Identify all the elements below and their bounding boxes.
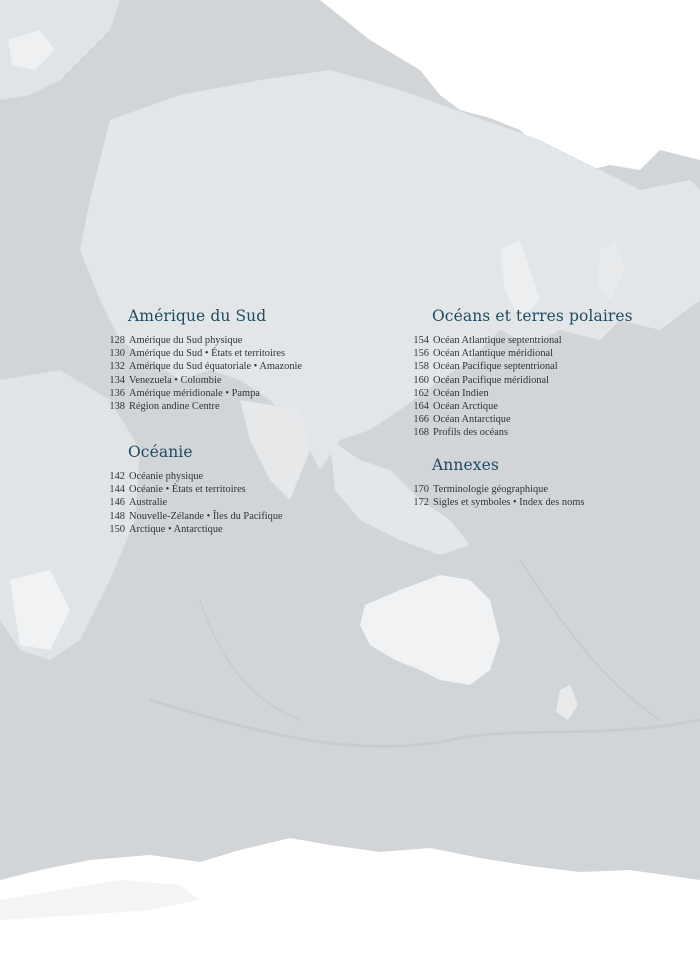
page-number: 132	[109, 361, 125, 373]
page-number: 168	[413, 427, 429, 439]
entry-label: Amérique du Sud physique	[129, 335, 243, 346]
entry-label: Océan Atlantique méridional	[433, 348, 554, 360]
entry-label: Région andine Centre	[129, 401, 220, 413]
entry-label: Amérique du Sud équatoriale • Amazonie	[129, 361, 303, 373]
entry-label: Venezuela • Colombie	[129, 374, 222, 386]
section-amerique-du-sud	[104, 307, 302, 413]
toc-entry[interactable]	[104, 347, 302, 360]
section-annexes	[408, 456, 584, 509]
entry-label: Océanie physique	[129, 471, 204, 482]
section-title: Amérique du Sud	[128, 307, 267, 325]
entry-label: Nouvelle-Zélande • Îles du Pacifique	[129, 510, 283, 522]
page-number: 164	[413, 401, 429, 413]
page-number: 170	[413, 484, 429, 495]
entry-label: Terminologie géographique	[433, 484, 548, 495]
section-oceanie	[104, 443, 283, 536]
toc-entry[interactable]	[104, 523, 283, 536]
toc-entry[interactable]	[408, 387, 633, 400]
page-number: 156	[413, 348, 429, 360]
toc-entry[interactable]	[104, 483, 283, 496]
toc-entry[interactable]	[408, 374, 633, 387]
page-number: 138	[109, 401, 125, 413]
entry-label: Amérique méridionale • Pampa	[129, 387, 260, 399]
page-number: 130	[109, 348, 125, 360]
toc-entry[interactable]	[408, 400, 633, 413]
entry-label: Océan Pacifique septentrional	[433, 361, 558, 373]
page-number: 148	[109, 510, 125, 522]
toc-entry[interactable]	[408, 334, 633, 347]
page-number: 134	[109, 374, 125, 386]
toc-entry[interactable]	[408, 483, 584, 496]
page-number: 142	[109, 471, 125, 482]
toc-entry[interactable]	[104, 400, 302, 413]
entry-label: Arctique • Antarctique	[129, 523, 223, 535]
entry-label: Océan Pacifique méridional	[433, 374, 549, 386]
entry-label: Océan Arctique	[433, 401, 498, 413]
entry-label: Océan Antarctique	[433, 414, 511, 426]
section-title: Annexes	[432, 456, 499, 474]
toc-entry[interactable]	[408, 360, 633, 373]
page-number: 158	[413, 361, 429, 373]
toc-entry[interactable]	[104, 334, 302, 347]
section-title: Océanie	[128, 443, 193, 461]
toc-entry[interactable]	[104, 510, 283, 523]
section-title: Océans et terres polaires	[432, 307, 633, 325]
toc-entry[interactable]	[104, 470, 283, 483]
entry-label: Australie	[129, 497, 168, 509]
page-number: 146	[109, 497, 125, 509]
toc-entry[interactable]	[104, 387, 302, 400]
page-number: 154	[413, 335, 429, 346]
entry-label: Océan Indien	[433, 387, 489, 399]
toc-entry[interactable]	[408, 426, 633, 439]
toc-entry[interactable]	[408, 413, 633, 426]
entry-label: Océan Atlantique septentrional	[433, 335, 562, 346]
page-number: 144	[109, 484, 125, 496]
page-number: 160	[413, 374, 429, 386]
toc-entry[interactable]	[104, 374, 302, 387]
page-number: 150	[109, 523, 125, 535]
page-number: 128	[109, 335, 125, 346]
entry-label: Profils des océans	[433, 427, 509, 439]
toc-entry[interactable]	[408, 347, 633, 360]
page-number: 166	[413, 414, 429, 426]
section-oceans-et-terres-polaires	[408, 307, 633, 440]
toc-entry[interactable]	[408, 496, 584, 509]
entry-label: Sigles et symboles • Index des noms	[433, 497, 585, 509]
entry-label: Océanie • États et territoires	[129, 484, 246, 496]
page-number: 136	[109, 387, 125, 399]
page-number: 162	[413, 387, 429, 399]
toc-entry[interactable]	[104, 496, 283, 509]
toc-entry[interactable]	[104, 360, 302, 373]
page-number: 172	[413, 497, 429, 509]
entry-label: Amérique du Sud • États et territoires	[129, 348, 285, 360]
